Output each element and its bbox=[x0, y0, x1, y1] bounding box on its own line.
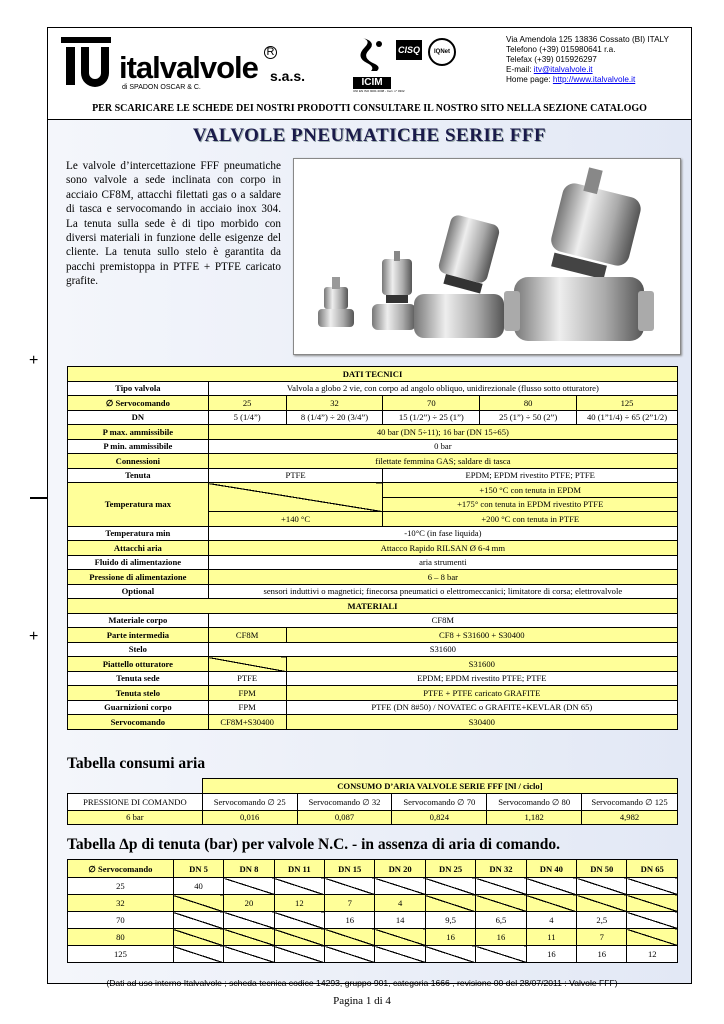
tmin-value: -10°C (in fase liquida) bbox=[208, 526, 677, 541]
consumi-col: Servocomando ∅ 125 bbox=[582, 793, 678, 810]
pmax-label: P max. ammissibile bbox=[68, 425, 209, 440]
dp-na-cell bbox=[375, 929, 425, 946]
guarn-a: FPM bbox=[208, 700, 286, 715]
consumi-header: CONSUMO D’ARIA VALVOLE SERIE FFF [Nl / ciclo] bbox=[202, 779, 677, 794]
guarn-label: Guarnizioni corpo bbox=[68, 700, 209, 715]
dp-value-cell: 4 bbox=[526, 912, 576, 929]
tmax-label: Temperatura max bbox=[68, 483, 209, 527]
dp-title: Tabella ∆p di tenuta (bar) per valvole N.C. - in assenza di aria di comando. bbox=[67, 836, 561, 853]
dp-na-cell bbox=[173, 895, 223, 912]
dp-value-cell: 16 bbox=[325, 912, 375, 929]
tipo-label: Tipo valvola bbox=[68, 381, 209, 396]
dp-dn-header: DN 25 bbox=[425, 860, 475, 878]
dp-na-cell bbox=[627, 878, 678, 895]
consumi-col: Servocomando ∅ 25 bbox=[202, 793, 297, 810]
dp-na-cell bbox=[425, 946, 475, 963]
consumi-value: 0,016 bbox=[202, 810, 297, 825]
fluido-label: Fluido di alimentazione bbox=[68, 555, 209, 570]
icim-label: ICIM bbox=[353, 77, 391, 89]
dp-dn-header: DN 50 bbox=[577, 860, 627, 878]
tmax-1: +150 °C con tenuta in EPDM bbox=[383, 483, 678, 498]
dp-na-cell bbox=[325, 946, 375, 963]
dp-na-cell bbox=[173, 912, 223, 929]
dp-na-cell bbox=[274, 946, 324, 963]
valves-photo bbox=[293, 158, 681, 355]
dp-value-cell: 16 bbox=[476, 929, 526, 946]
email-link[interactable]: itv@italvalvole.it bbox=[533, 65, 593, 74]
header bbox=[48, 28, 691, 100]
dp-na-cell bbox=[224, 878, 274, 895]
mat-servo-a: CF8M+S30400 bbox=[208, 715, 286, 730]
opt-value: sensori induttivi o magnetici; finecorsa pneumatici o elettromeccanici; limitatore di corsa; elettrovalvole bbox=[208, 584, 677, 599]
dn-cell: 5 (1/4”) bbox=[208, 410, 286, 425]
dp-na-cell bbox=[627, 895, 678, 912]
dp-na-cell bbox=[577, 895, 627, 912]
dp-na-cell bbox=[425, 878, 475, 895]
tstelo-label: Tenuta stelo bbox=[68, 686, 209, 701]
conn-value: filettate femmina GAS; saldare di tasca bbox=[208, 454, 677, 469]
dn-label: DN bbox=[68, 410, 209, 425]
tenuta-label: Tenuta bbox=[68, 468, 209, 483]
tmax-3a: +140 °C bbox=[208, 512, 383, 527]
piatt-label: Piattello otturatore bbox=[68, 657, 209, 672]
dp-na-cell bbox=[526, 878, 576, 895]
servo-cell: 125 bbox=[577, 396, 678, 411]
dp-corner: ∅ Servocomando bbox=[68, 860, 174, 878]
servo-cell: 80 bbox=[480, 396, 577, 411]
cisq-cert-logo: CISQ bbox=[396, 40, 422, 60]
dp-dn-header: DN 11 bbox=[274, 860, 324, 878]
dp-value-cell: 20 bbox=[224, 895, 274, 912]
consumi-col: Servocomando ∅ 80 bbox=[487, 793, 582, 810]
att-label: Attacchi aria bbox=[68, 541, 209, 556]
consumi-row-label: PRESSIONE DI COMANDO bbox=[68, 793, 203, 810]
dp-na-cell bbox=[224, 946, 274, 963]
dp-na-cell bbox=[173, 929, 223, 946]
pmin-value: 0 bar bbox=[208, 439, 677, 454]
footer-note: (Dati ad uso interno Italvalvole ; scheda tecnica codice 14293, gruppo 901, categoria 1666 , revisione 00 del 28/07/2011 : Valvole FFF) bbox=[106, 978, 618, 988]
dp-value-cell: 12 bbox=[627, 946, 678, 963]
page-title: VALVOLE PNEUMATICHE SERIE FFF bbox=[192, 125, 547, 146]
dp-servo-cell: 32 bbox=[68, 895, 174, 912]
page-number: Pagina 1 di 4 bbox=[333, 995, 391, 1007]
parte-label: Parte intermedia bbox=[68, 628, 209, 643]
address: Via Amendola 125 13836 Cossato (BI) ITALY bbox=[506, 35, 669, 44]
dp-value-cell: 6,5 bbox=[476, 912, 526, 929]
iqnet-cert-logo bbox=[428, 38, 456, 66]
dp-na-cell bbox=[476, 878, 526, 895]
catalog-banner: PER SCARICARE LE SCHEDE DEI NOSTRI PRODOTTI CONSULTARE IL NOSTRO SITO NELLA SEZIONE CATALOGO bbox=[48, 99, 691, 120]
dp-servo-cell: 25 bbox=[68, 878, 174, 895]
dp-value-cell: 7 bbox=[577, 929, 627, 946]
dp-na-cell bbox=[325, 878, 375, 895]
contact-block bbox=[506, 35, 669, 85]
dp-na-cell bbox=[375, 878, 425, 895]
dp-na-cell bbox=[274, 929, 324, 946]
tech-data-table bbox=[67, 366, 678, 730]
consumi-value: 1,182 bbox=[487, 810, 582, 825]
corpo-label: Materiale corpo bbox=[68, 613, 209, 628]
dp-value-cell: 40 bbox=[173, 878, 223, 895]
dn-cell: 8 (1/4”) ÷ 20 (3/4”) bbox=[286, 410, 383, 425]
tmin-label: Temperatura min bbox=[68, 526, 209, 541]
tmax-3b: +200 °C con tenuta in PTFE bbox=[383, 512, 678, 527]
icim-cert-logo bbox=[353, 36, 405, 93]
servo-cell: 70 bbox=[383, 396, 480, 411]
logo-wordmark: italvalvole bbox=[119, 50, 258, 85]
dp-na-cell bbox=[325, 929, 375, 946]
tenuta-b: EPDM; EPDM rivestito PTFE; PTFE bbox=[383, 468, 678, 483]
dp-dn-header: DN 8 bbox=[224, 860, 274, 878]
dp-value-cell: 11 bbox=[526, 929, 576, 946]
dp-value-cell: 4 bbox=[375, 895, 425, 912]
crop-mark-top: + bbox=[29, 352, 39, 369]
dp-na-cell bbox=[476, 895, 526, 912]
consumi-title: Tabella consumi aria bbox=[67, 755, 206, 772]
servo-cell: 32 bbox=[286, 396, 383, 411]
dp-dn-header: DN 65 bbox=[627, 860, 678, 878]
dn-cell: 40 (1”1/4) ÷ 65 (2”1/2) bbox=[577, 410, 678, 425]
fax: Telefax (+39) 015926297 bbox=[506, 55, 597, 64]
phone: Telefono (+39) 015980641 r.a. bbox=[506, 45, 616, 54]
dp-na-cell bbox=[425, 895, 475, 912]
dp-na-cell bbox=[224, 929, 274, 946]
parte-b: CF8 + S31600 + S30400 bbox=[286, 628, 677, 643]
iqnet-label: IQNet bbox=[433, 49, 450, 55]
email-label: E-mail: bbox=[506, 65, 534, 74]
pmax-value: 40 bar (DN 5÷11); 16 bar (DN 15÷65) bbox=[208, 425, 677, 440]
mat-header: MATERIALI bbox=[68, 599, 678, 614]
sede-a: PTFE bbox=[208, 671, 286, 686]
dp-value-cell: 14 bbox=[375, 912, 425, 929]
icim-seal-icon bbox=[353, 36, 391, 72]
homepage-row bbox=[506, 75, 669, 85]
homepage-label: Home page: bbox=[506, 75, 553, 84]
tmax-na-cell bbox=[208, 483, 383, 512]
consumi-col: Servocomando ∅ 32 bbox=[297, 793, 392, 810]
dp-table bbox=[67, 859, 678, 963]
dp-value-cell: 7 bbox=[325, 895, 375, 912]
dn-cell: 15 (1/2”) ÷ 25 (1”) bbox=[383, 410, 480, 425]
dp-na-cell bbox=[526, 895, 576, 912]
registered-mark: R bbox=[264, 46, 277, 59]
consumi-value: 0,087 bbox=[297, 810, 392, 825]
sede-label: Tenuta sede bbox=[68, 671, 209, 686]
air-consumption-table bbox=[67, 778, 678, 825]
homepage-link[interactable]: http://www.italvalvole.it bbox=[552, 75, 636, 84]
dp-servo-cell: 70 bbox=[68, 912, 174, 929]
dp-servo-cell: 80 bbox=[68, 929, 174, 946]
stelo-label: Stelo bbox=[68, 642, 209, 657]
corpo-value: CF8M bbox=[208, 613, 677, 628]
consumi-value: 0,824 bbox=[392, 810, 487, 825]
stelo-value: S31600 bbox=[208, 642, 677, 657]
italvalvole-logo-icon bbox=[61, 37, 111, 89]
logo-sas: s.a.s. bbox=[270, 68, 306, 84]
dp-value-cell: 16 bbox=[425, 929, 475, 946]
mat-servo-label: Servocomando bbox=[68, 715, 209, 730]
consumi-value: 4,982 bbox=[582, 810, 678, 825]
guarn-b: PTFE (DN 8#50) / NOVATEC o GRAFITE+KEVLAR (DN 65) bbox=[286, 700, 677, 715]
conn-label: Connessioni bbox=[68, 454, 209, 469]
opt-label: Optional bbox=[68, 584, 209, 599]
dn-cell: 25 (1”) ÷ 50 (2”) bbox=[480, 410, 577, 425]
crop-mark-bottom: + bbox=[29, 628, 39, 645]
sede-b: EPDM; EPDM rivestito PTFE; PTFE bbox=[286, 671, 677, 686]
dp-value-cell: 16 bbox=[577, 946, 627, 963]
tipo-value: Valvola a globo 2 vie, con corpo ad angolo obliquo, unidirezionale (flusso sotto otturatore) bbox=[208, 381, 677, 396]
pres-value: 6 – 8 bar bbox=[208, 570, 677, 585]
dp-na-cell bbox=[627, 929, 678, 946]
fluido-value: aria strumenti bbox=[208, 555, 677, 570]
dp-value-cell: 2,5 bbox=[577, 912, 627, 929]
dp-dn-header: DN 15 bbox=[325, 860, 375, 878]
tstelo-a: FPM bbox=[208, 686, 286, 701]
pmin-label: P min. ammissibile bbox=[68, 439, 209, 454]
consumi-pressure: 6 bar bbox=[68, 810, 203, 825]
piatt-value: S31600 bbox=[286, 657, 677, 672]
tech-header: DATI TECNICI bbox=[68, 367, 678, 382]
dp-dn-header: DN 5 bbox=[173, 860, 223, 878]
valves-illustration bbox=[294, 159, 680, 354]
icim-caption: UNI EN ISO 9001:2008 - Cert. n° 0302 bbox=[353, 89, 405, 93]
datasheet-frame bbox=[47, 27, 692, 984]
piatt-na-cell bbox=[208, 657, 286, 672]
consumi-blank bbox=[68, 779, 203, 794]
dp-na-cell bbox=[274, 878, 324, 895]
tmax-2: +175° con tenuta in EPDM rivestito PTFE bbox=[383, 497, 678, 512]
logo-subtitle: di SPADON OSCAR & C. bbox=[122, 84, 201, 91]
intro-paragraph: Le valvole d’intercettazione FFF pneumatiche sono valvole a sede inclinata con corpo in acciaio CF8M, attacchi filettati gas o a saldare di tasca e servocomando in acciaio inox 304. La tenuta sulla sede è di tipo morbido con diversi materiali in funzione delle esigenze del cliente. La tenuta sullo stelo è garantita da pacchi premistoppa in PTFE + PTFE caricato grafite. bbox=[66, 160, 281, 288]
dp-na-cell bbox=[476, 946, 526, 963]
pres-label: Pressione di alimentazione bbox=[68, 570, 209, 585]
dp-na-cell bbox=[274, 912, 324, 929]
tstelo-b: PTFE + PTFE caricato GRAFITE bbox=[286, 686, 677, 701]
servo-cell: 25 bbox=[208, 396, 286, 411]
dp-dn-header: DN 32 bbox=[476, 860, 526, 878]
dp-na-cell bbox=[173, 946, 223, 963]
dp-na-cell bbox=[375, 946, 425, 963]
dp-value-cell: 12 bbox=[274, 895, 324, 912]
dp-dn-header: DN 20 bbox=[375, 860, 425, 878]
dp-na-cell bbox=[224, 912, 274, 929]
email-row bbox=[506, 65, 669, 75]
att-value: Attacco Rapido RILSAN Ø 6-4 mm bbox=[208, 541, 677, 556]
servo-label: ∅ Servocomando bbox=[68, 396, 209, 411]
parte-a: CF8M bbox=[208, 628, 286, 643]
dp-value-cell: 16 bbox=[526, 946, 576, 963]
dp-na-cell bbox=[577, 878, 627, 895]
dp-servo-cell: 125 bbox=[68, 946, 174, 963]
mat-servo-b: S30400 bbox=[286, 715, 677, 730]
dp-na-cell bbox=[627, 912, 678, 929]
dp-dn-header: DN 40 bbox=[526, 860, 576, 878]
tenuta-a: PTFE bbox=[208, 468, 383, 483]
consumi-col: Servocomando ∅ 70 bbox=[392, 793, 487, 810]
dp-value-cell: 9,5 bbox=[425, 912, 475, 929]
